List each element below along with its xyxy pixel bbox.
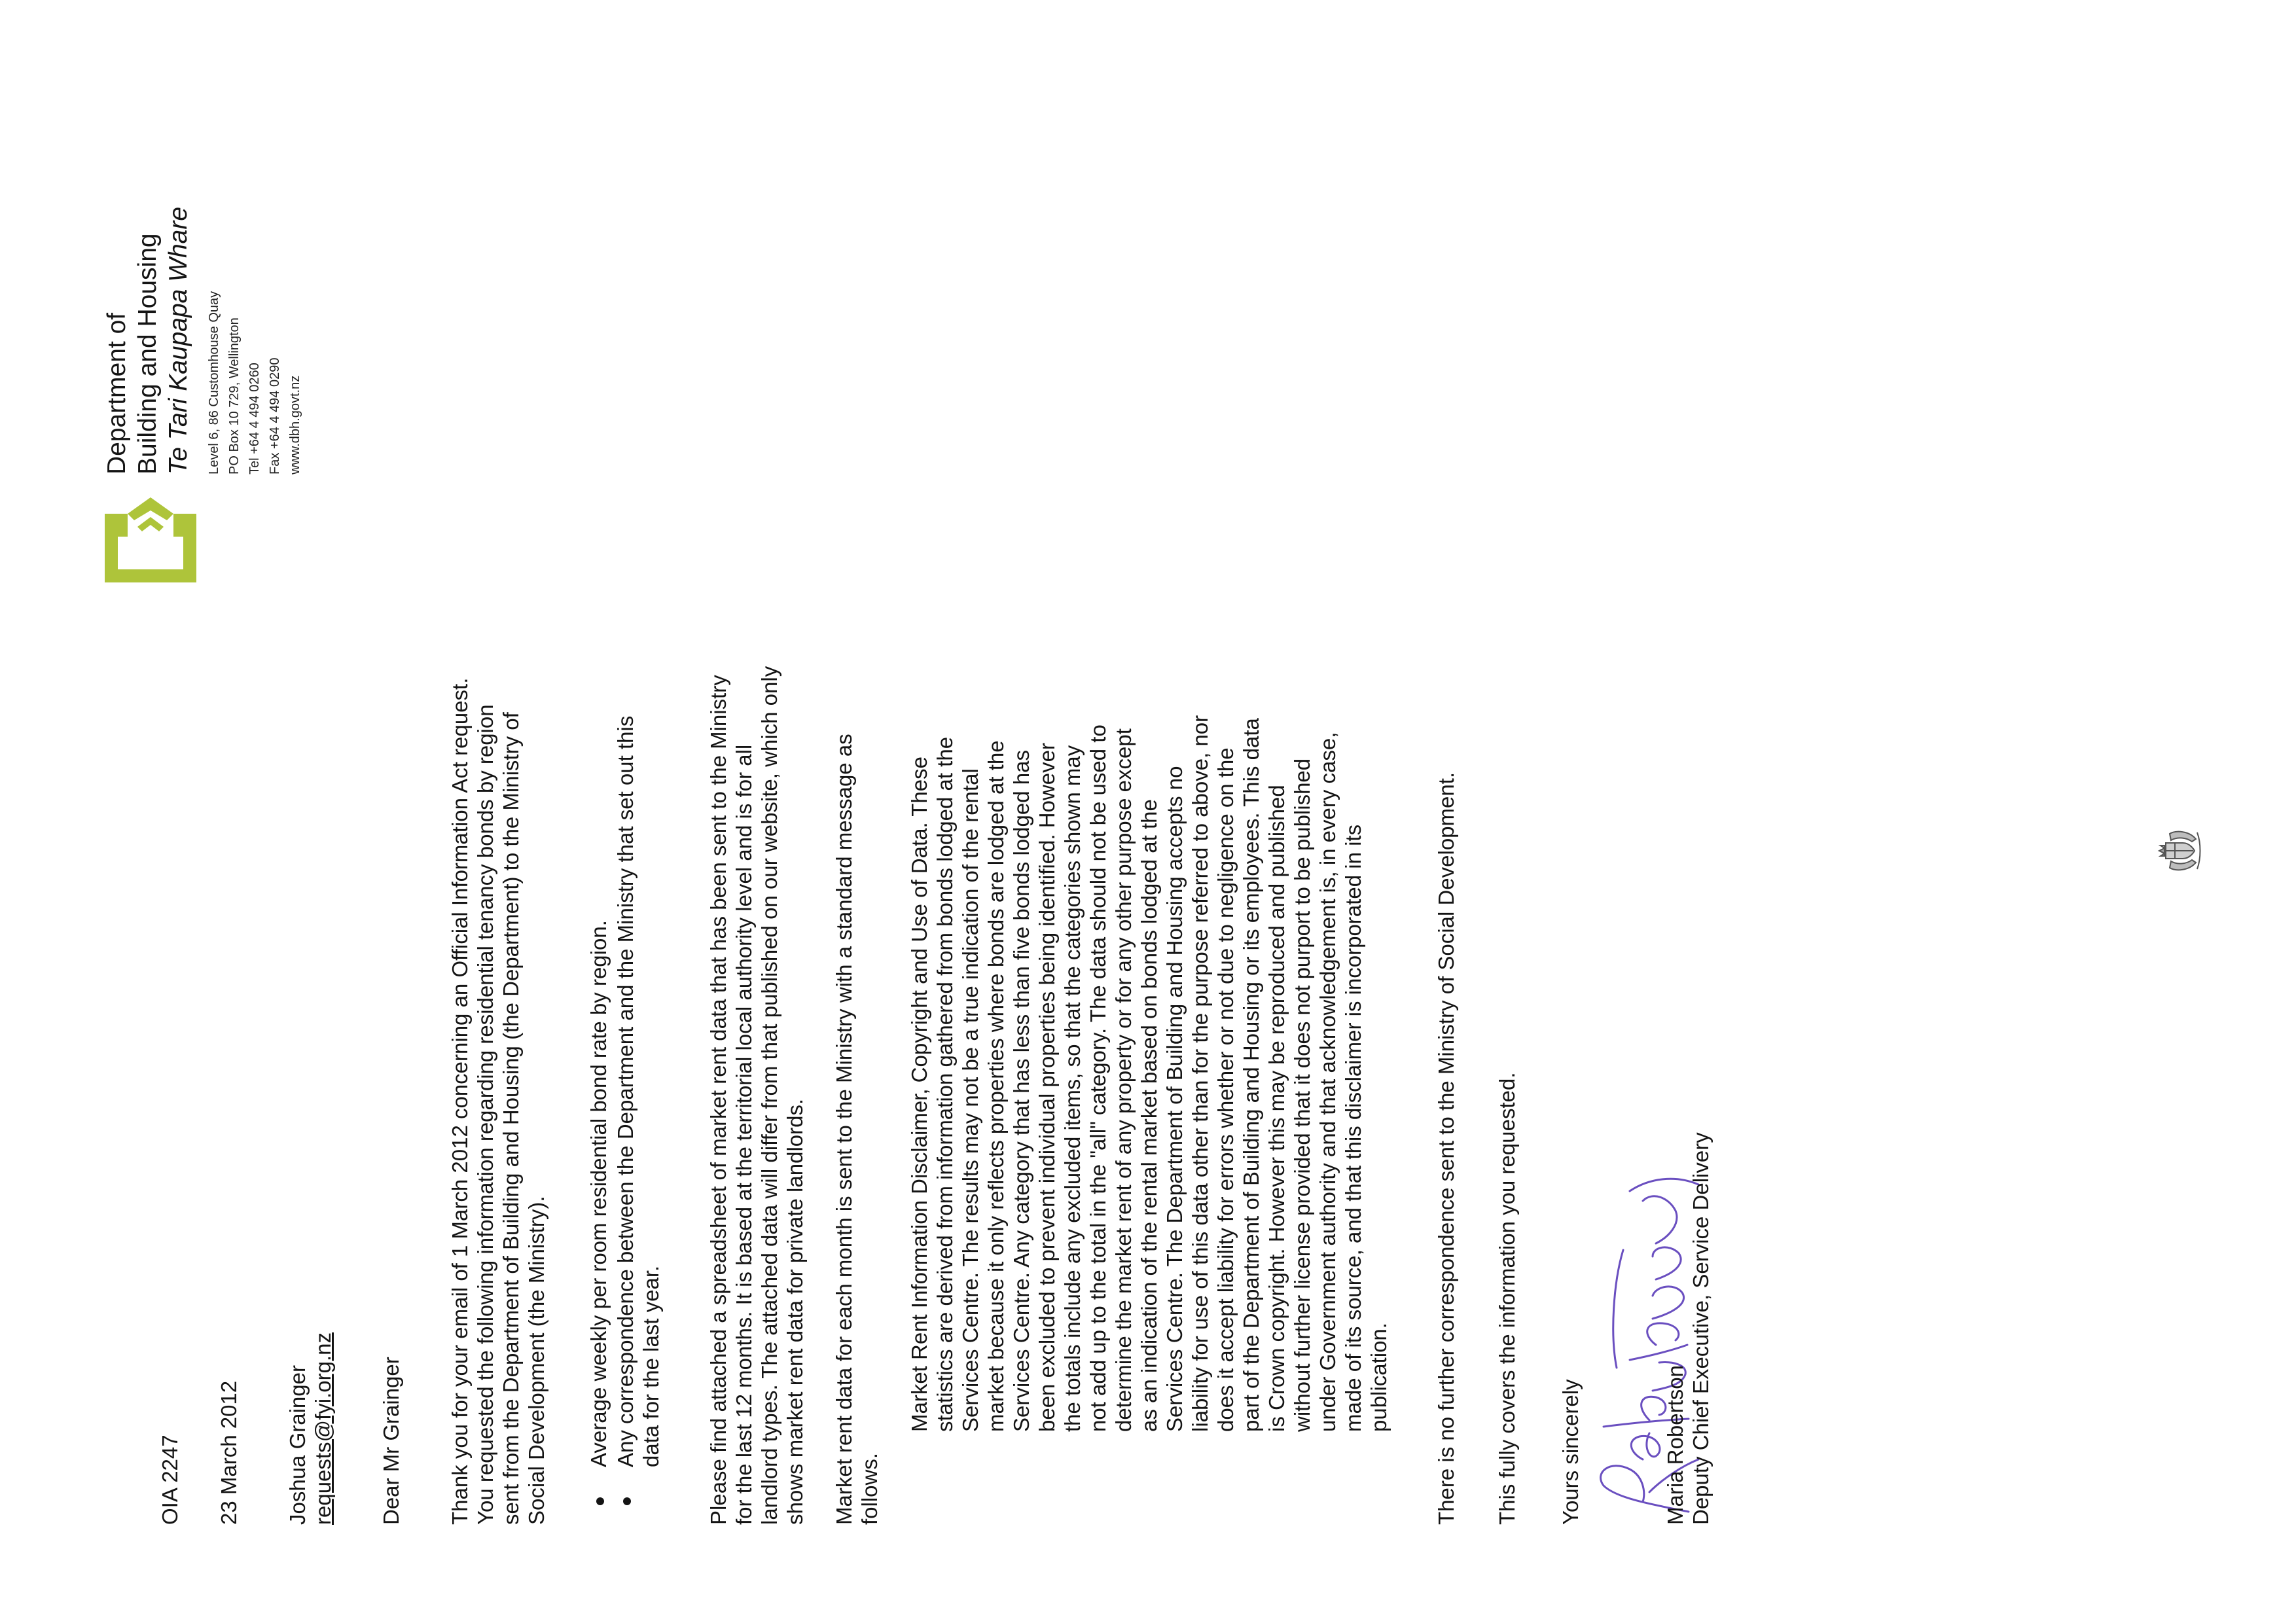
disclaimer-line: determine the market rent of any property or for any other purpose except xyxy=(1111,728,1136,1432)
paragraph-fully-covers: This fully covers the information you requested. xyxy=(1495,1072,1519,1525)
disclaimer-line: been excluded to prevent individual properties being identified. However xyxy=(1035,742,1059,1432)
disclaimer-line: does it accept liability for errors whether or not due to negligence on the xyxy=(1213,747,1238,1432)
department-logo-icon xyxy=(98,491,203,589)
disclaimer-line: as an indication of the rental market based on bonds lodged at the xyxy=(1137,799,1161,1432)
bullet-item xyxy=(613,716,664,1467)
closing: Yours sincerely xyxy=(1558,1379,1583,1525)
letter-date: 23 March 2012 xyxy=(217,1380,241,1525)
disclaimer-line: Market Rent Information Disclaimer, Copyright and Use of Data. These xyxy=(907,756,931,1432)
disclaimer-line: is Crown copyright. However this may be reproduced and published xyxy=(1265,785,1289,1432)
paragraph-line: follows. xyxy=(857,1452,882,1525)
recipient-name: Joshua Grainger xyxy=(285,1365,310,1525)
disclaimer-line: the totals include any excluded items, so that the categories shown may xyxy=(1060,745,1085,1432)
bullet-line: Any correspondence between the Department and the Ministry that set out this xyxy=(613,715,637,1467)
department-contact xyxy=(204,291,306,474)
disclaimer-line: market because it only reflects properties where bonds are lodged at the xyxy=(984,740,1008,1432)
address-line1: Level 6, 86 Customhouse Quay xyxy=(207,291,221,474)
paragraph-line: Market rent data for each month is sent to the Ministry with a standard message as xyxy=(832,734,856,1525)
paragraph-standard-message xyxy=(831,734,882,1525)
disclaimer-line: under Government authority and that acknowledgement is, in every case, xyxy=(1316,732,1340,1432)
disclaimer-line: Services Centre. The Department of Building and Housing accepts no xyxy=(1162,766,1187,1432)
disclaimer-line: Services Centre. The results may not be a true indication of the rental xyxy=(958,768,982,1432)
paragraph-intro xyxy=(447,678,549,1525)
disclaimer-line: publication. xyxy=(1367,1323,1391,1432)
reference-number: OIA 2247 xyxy=(158,1435,182,1525)
department-name-line2: Building and Housing xyxy=(134,233,162,474)
paragraph-line: Thank you for your email of 1 March 2012 concerning an Official Information Act request. xyxy=(448,677,472,1525)
disclaimer-block xyxy=(906,715,1391,1432)
department-name xyxy=(101,207,194,474)
bullet-icon xyxy=(623,1497,631,1505)
bullet-icon xyxy=(596,1497,604,1505)
disclaimer-line: Services Centre. Any category that has less than five bonds lodged has xyxy=(1009,750,1033,1432)
website: www.dbh.govt.nz xyxy=(288,375,302,474)
disclaimer-line: without further license provided that it does not purport to be published xyxy=(1290,758,1314,1432)
paragraph-attachment xyxy=(706,666,808,1525)
address-line2: PO Box 10 729, Wellington xyxy=(227,317,242,474)
department-name-line1: Department of xyxy=(103,312,131,474)
paragraph-line: shows market rent data for private landlords. xyxy=(783,1098,807,1525)
disclaimer-line: liability for use of this data other than for the purpose referred to above, nor xyxy=(1188,715,1212,1432)
fax: Fax +64 4 494 0290 xyxy=(268,357,282,474)
paragraph-line: You requested the following information regarding residential tenancy bonds by region xyxy=(473,704,497,1525)
paragraph-no-further-correspondence: There is no further correspondence sent to the Ministry of Social Development. xyxy=(1434,772,1458,1525)
coat-of-arms-icon xyxy=(2157,825,2202,877)
disclaimer-line: part of the Department of Building and Housing or its employees. This data xyxy=(1239,718,1263,1432)
paragraph-line: for the last 12 months. It is based at the territorial local authority level and is for all xyxy=(732,744,756,1525)
department-name-maori: Te Tari Kaupapa Whare xyxy=(164,206,192,474)
paragraph-line: sent from the Department of Building and Housing (the Department) to the Ministry of xyxy=(499,712,523,1525)
telephone: Tel +64 4 494 0260 xyxy=(247,363,262,474)
signatory-title: Deputy Chief Executive, Service Delivery xyxy=(1689,1132,1713,1525)
recipient-email[interactable]: requests@fyi.org.nz xyxy=(311,1332,335,1525)
disclaimer-line: not add up to the total in the "all" category. The data should not be used to xyxy=(1086,724,1110,1432)
salutation: Dear Mr Grainger xyxy=(379,1357,403,1525)
paragraph-line: Please find attached a spreadsheet of market rent data that has been sent to the Ministry xyxy=(706,675,730,1525)
bullet-line: Average weekly per room residential bond rate by region. xyxy=(586,920,611,1467)
disclaimer-line: made of its source, and that this disclaimer is incorporated in its xyxy=(1341,824,1365,1432)
paragraph-line: landlord types. The attached data will differ from that published on our website, which only xyxy=(757,666,781,1525)
disclaimer-line: statistics are derived from information gathered from bonds lodged at the xyxy=(933,736,957,1432)
paragraph-line: Social Development (the Ministry). xyxy=(524,1196,548,1525)
signatory-name: Maria Robertson xyxy=(1663,1365,1687,1525)
bullet-line: data for the last year. xyxy=(639,1265,663,1467)
bullet-item xyxy=(586,920,611,1467)
